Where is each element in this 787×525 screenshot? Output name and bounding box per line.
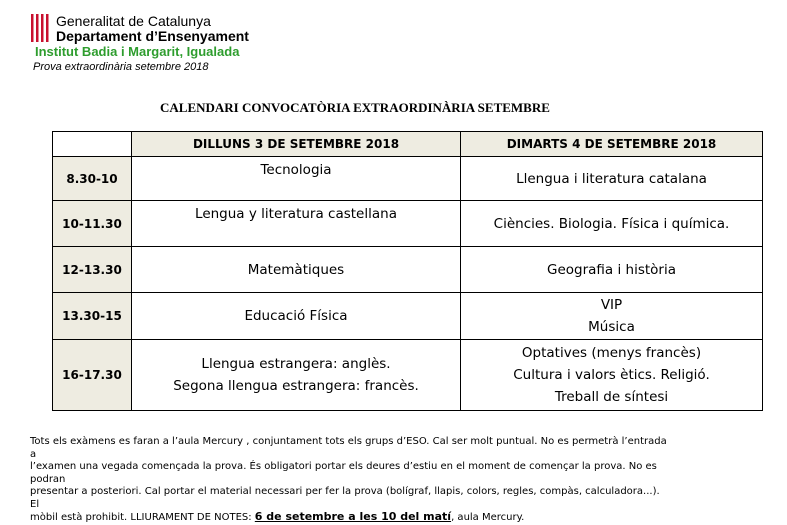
time-slot: 12-13.30	[53, 247, 132, 293]
monday-subject-group	[132, 340, 461, 411]
tuesday-subject-group	[461, 340, 763, 411]
time-slot: 10-11.30	[53, 201, 132, 247]
time-slot: 8.30-10	[53, 157, 132, 201]
catalan-flag-icon	[30, 14, 50, 42]
tuesday-subject: Ciències. Biologia. Física i química.	[461, 201, 763, 247]
tuesday-subject: Cultura i valors ètics. Religió.	[513, 367, 710, 383]
column-header-monday: DILLUNS 3 DE SETEMBRE 2018	[132, 132, 461, 157]
table-header-row	[53, 132, 763, 157]
note-line: l’examen una vegada començada la prova. És obligatori portar els deures d’estiu en el moment de començar la prova. No es podran	[30, 461, 657, 485]
tuesday-subject: Música	[588, 319, 635, 335]
monday-subject: Tecnologia	[132, 157, 461, 201]
header-corner-cell	[53, 132, 132, 157]
tuesday-subject: VIP	[600, 297, 623, 313]
table-row	[53, 247, 763, 293]
page-title: CALENDARI CONVOCATÒRIA EXTRAORDINÀRIA SETEMBRE	[160, 100, 550, 115]
time-slot: 13.30-15	[53, 293, 132, 340]
column-header-tuesday: DIMARTS 4 DE SETEMBRE 2018	[461, 132, 763, 157]
note-line-last	[30, 511, 670, 525]
school-name: Institut Badia i Margarit, Igualada	[35, 44, 240, 59]
table-row	[53, 157, 763, 201]
tuesday-subject: Llengua i literatura catalana	[461, 157, 763, 201]
table-row	[53, 293, 763, 340]
table-row	[53, 201, 763, 247]
note-line: presentar a posteriori. Cal portar el material necessari per fer la prova (bolígraf, llapis, colors, regles, compàs, calculadora...). El	[30, 486, 660, 510]
tuesday-subject: Optatives (menys francès)	[521, 345, 702, 361]
grades-delivery-date: 6 de setembre a les 10 del matí	[254, 510, 452, 523]
monday-subject: Matemàtiques	[132, 247, 461, 293]
note-text: mòbil està prohibit. LLIURAMENT DE NOTES:	[30, 512, 255, 523]
generalitat-name: Generalitat de Catalunya	[56, 13, 211, 29]
time-slot: 16-17.30	[53, 340, 132, 411]
monday-subject: Segona llengua estrangera: francès.	[173, 378, 419, 394]
tuesday-subject: Geografia i història	[461, 247, 763, 293]
note-text: , aula Mercury.	[451, 512, 525, 523]
monday-subject: Llengua estrangera: anglès.	[201, 356, 391, 372]
monday-subject: Lengua y literatura castellana	[132, 201, 461, 247]
exam-subtitle: Prova extraordinària setembre 2018	[33, 61, 209, 73]
note-line: Tots els exàmens es faran a l’aula Mercury , conjuntament tots els grups d’ESO. Cal ser molt puntual. No es permetrà l’entrada a	[30, 436, 667, 460]
tuesday-subject: Treball de síntesi	[554, 389, 669, 405]
department-name: Departament d’Ensenyament	[56, 28, 249, 44]
exam-calendar-table	[52, 131, 763, 411]
exam-instructions-note	[30, 436, 670, 525]
table-row	[53, 340, 763, 411]
monday-subject: Educació Física	[132, 293, 461, 340]
tuesday-subject-group	[461, 293, 763, 340]
